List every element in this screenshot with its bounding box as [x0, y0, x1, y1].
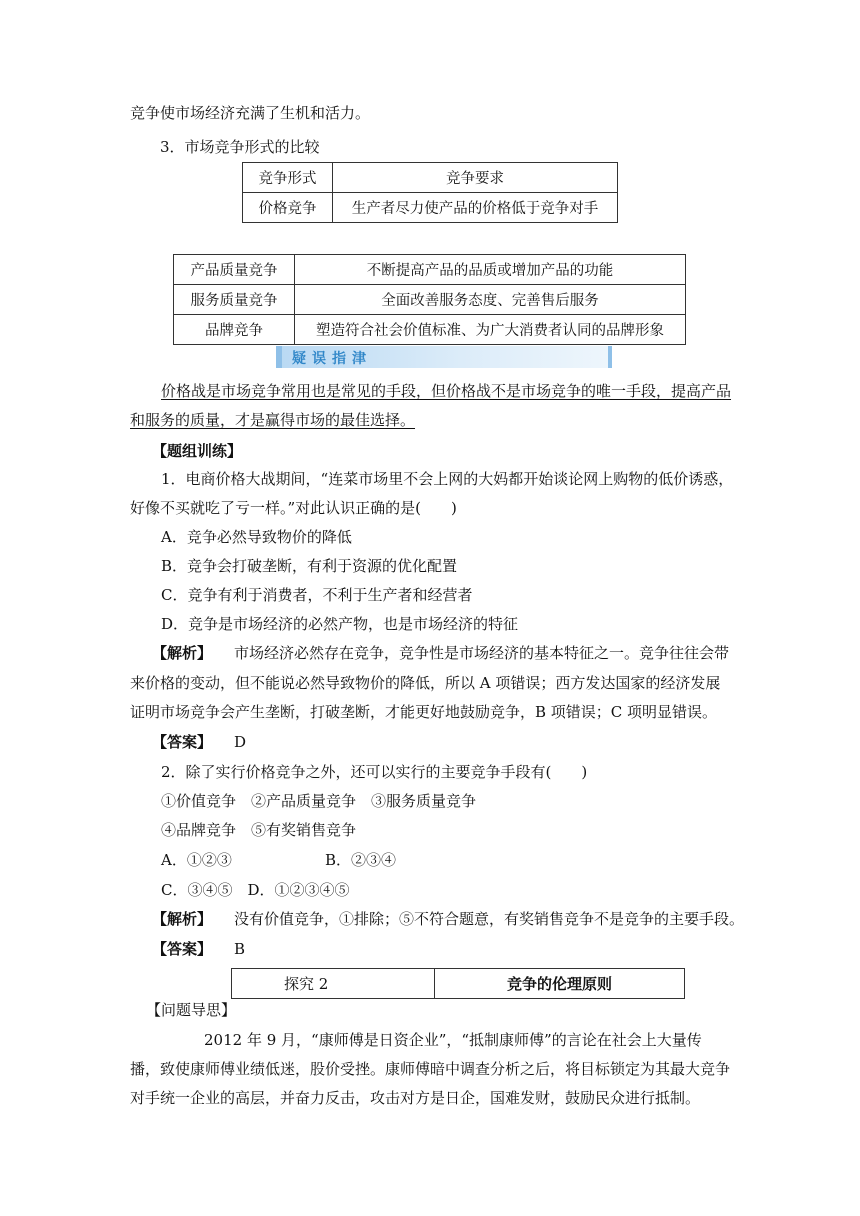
explore-label: 探究 2 [232, 969, 435, 999]
option-b: B．②③④ [325, 851, 397, 869]
table-cell: 产品质量竞争 [174, 255, 295, 285]
practice-heading: 【题组训练】 [152, 442, 243, 460]
table-header-cell: 竞争形式 [243, 163, 333, 193]
table-cell: 塑造符合社会价值标准、为广大消费者认同的品牌形象 [295, 315, 686, 345]
question-items: ①价值竞争 ②产品质量竞争 ③服务质量竞争 [161, 792, 477, 810]
question-stem: 好像不买就吃了亏一样。”对此认识正确的是( ) [130, 499, 457, 517]
table-row [174, 285, 686, 315]
table-cell: 不断提高产品的品质或增加产品的功能 [295, 255, 686, 285]
table-cell: 生产者尽力使产品的价格低于竞争对手 [333, 193, 618, 223]
option-b: B．竞争会打破垄断，有利于资源的优化配置 [161, 557, 458, 575]
analysis-text: 没有价值竞争，①排除；⑤不符合题意，有奖销售竞争不是竞争的主要手段。 [234, 910, 745, 928]
table-header-cell: 竞争要求 [333, 163, 618, 193]
question-stem: 1．电商价格大战期间，“连菜市场里不会上网的大妈都开始谈论网上购物的低价诱惑， [161, 470, 734, 488]
section-title: 3．市场竞争形式的比较 [160, 138, 320, 156]
analysis-text: 来价格的变动，但不能说必然导致物价的降低，所以 A 项错误；西方发达国家的经济发展 [130, 674, 721, 692]
banner-label: 疑误指津 [292, 351, 372, 367]
table-cell: 服务质量竞争 [174, 285, 295, 315]
tip-line: 和服务的质量，才是赢得市场的最佳选择。 [130, 411, 416, 429]
intro-text: 竞争使市场经济充满了生机和活力。 [130, 104, 371, 122]
option-d: D．竞争是市场经济的必然产物，也是市场经济的特征 [161, 615, 519, 633]
option-cd: C．③④⑤ D．①②③④⑤ [161, 881, 350, 899]
option-c: C．竞争有利于消费者，不利于生产者和经营者 [161, 586, 473, 604]
guide-text: 播，致使康师傅业绩低迷，股价受挫。康师傅暗中调查分析之后，将目标锁定为其最大竞争 [130, 1060, 731, 1078]
guide-heading: 【问题导思】 [146, 1001, 237, 1019]
answer-value: D [234, 733, 247, 751]
table-row [243, 193, 618, 223]
tip-line: 价格战是市场竞争常用也是常见的手段，但价格战不是市场竞争的唯一手段，提高产品 [161, 382, 732, 400]
table-row [232, 969, 685, 999]
table-row [174, 255, 686, 285]
option-a: A．竞争必然导致物价的降低 [161, 528, 352, 546]
table-cell: 价格竞争 [243, 193, 333, 223]
banner-accent [276, 346, 282, 368]
answer-value: B [234, 940, 246, 958]
analysis-label: 【解析】 [152, 644, 213, 662]
explore-box [231, 968, 685, 999]
question-items: ④品牌竞争 ⑤有奖销售竞争 [161, 821, 357, 839]
analysis-text: 证明市场竞争会产生垄断，打破垄断，才能更好地鼓励竞争，B 项错误；C 项明显错误。 [130, 703, 718, 721]
table-row [174, 315, 686, 345]
analysis-label: 【解析】 [152, 910, 213, 928]
table-cell: 全面改善服务态度、完善售后服务 [295, 285, 686, 315]
answer-label: 【答案】 [152, 733, 213, 751]
question-stem: 2．除了实行价格竞争之外，还可以实行的主要竞争手段有( ) [161, 763, 588, 781]
comparison-table-2 [173, 254, 686, 345]
option-a: A．①②③ [161, 851, 232, 869]
explore-title: 竞争的伦理原则 [435, 969, 685, 999]
table-cell: 品牌竞争 [174, 315, 295, 345]
comparison-table-1 [242, 162, 618, 223]
banner-accent [608, 346, 612, 368]
table-header-row [243, 163, 618, 193]
guide-text: 对手统一企业的高层，并奋力反击，攻击对方是日企，国难发财，鼓励民众进行抵制。 [130, 1089, 701, 1107]
guide-text: 2012 年 9 月，“康师傅是日资企业”，“抵制康师傅”的言论在社会上大量传 [204, 1031, 702, 1049]
answer-label: 【答案】 [152, 940, 213, 958]
tip-banner [276, 346, 612, 368]
analysis-text: 市场经济必然存在竞争，竞争性是市场经济的基本特征之一。竞争往往会带 [234, 644, 730, 662]
